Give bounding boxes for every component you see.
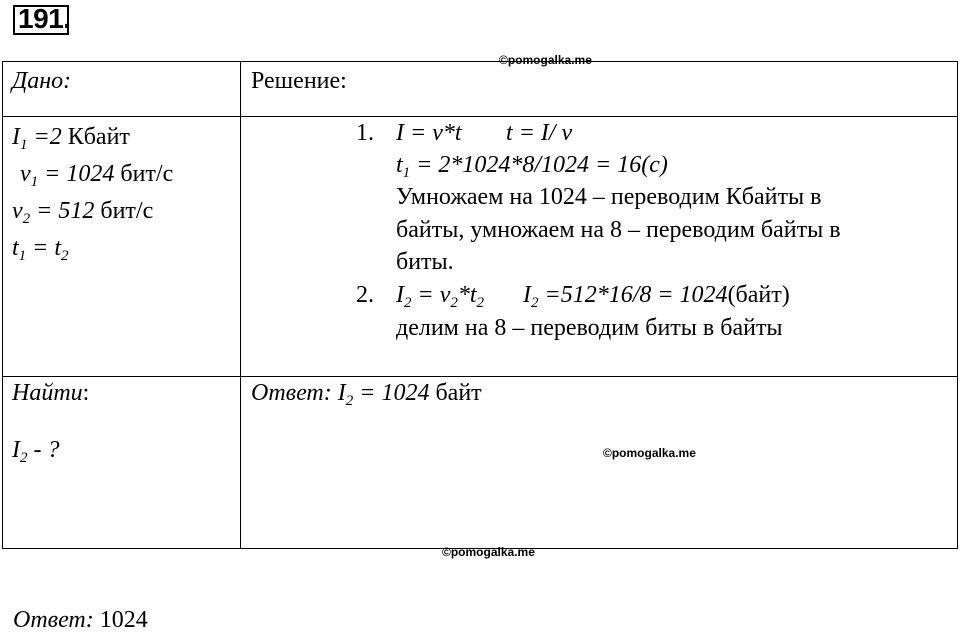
step-1-note-line-2: байты, умножаем на 8 – переводим байты в [396,217,841,243]
solution-table [2,61,958,549]
step-1-formula-b: t = I/ v [506,120,573,146]
answer-cell-text: Ответ: $I_2 = 1024$ байт [251,380,482,409]
watermark: ©pomogalka.me [442,545,535,559]
answer-cell [241,377,958,549]
final-answer: Ответ: 1024 [13,607,148,633]
given-cell [3,117,241,377]
step-1-marker: 1. [356,120,374,146]
solution-header: Решение: [251,68,347,94]
content-row [3,117,958,377]
step-1-formula-a: I = v*t [396,120,462,146]
watermark: ©pomogalka.me [603,446,696,460]
solution-header-cell [241,62,958,117]
given-line-4: $t_1 = t_2$ [12,235,69,264]
step-2-note: делим на 8 – переводим биты в байты [396,315,783,341]
step-2-formula: $I_2 = v_2*t_2$ [396,282,485,311]
step-1-calc: $t_1 = 2*1024*8/1024 = 16(с)$ [396,152,668,181]
given-line-3: $v_2 = 512$ бит/с [12,198,154,227]
step-2-calc: $I_2 =512*16/8$ = 1024(байт) [523,282,790,311]
solution-cell [241,117,958,377]
given-line-2: $v_1 = 1024$ бит/с [20,161,174,190]
step-1-note-line-3: биты. [396,249,454,275]
find-cell [3,377,241,549]
given-header-cell [3,62,241,117]
problem-number-text: 191 [18,3,64,34]
given-line-1: $I_1 =2$ Кбайт [12,124,130,153]
watermark: ©pomogalka.me [499,53,592,67]
step-1-note-line-1: Умножаем на 1024 – переводим Кбайты в [396,184,822,210]
step-2-marker: 2. [356,282,374,308]
problem-number-dot: . [63,3,71,34]
find-header: Найти: [12,380,90,406]
header-row [3,62,958,117]
find-unknown: $I_2$ - ? [12,437,60,466]
problem-number [18,3,71,35]
find-row [3,377,958,549]
given-header: Дано: [12,68,72,94]
